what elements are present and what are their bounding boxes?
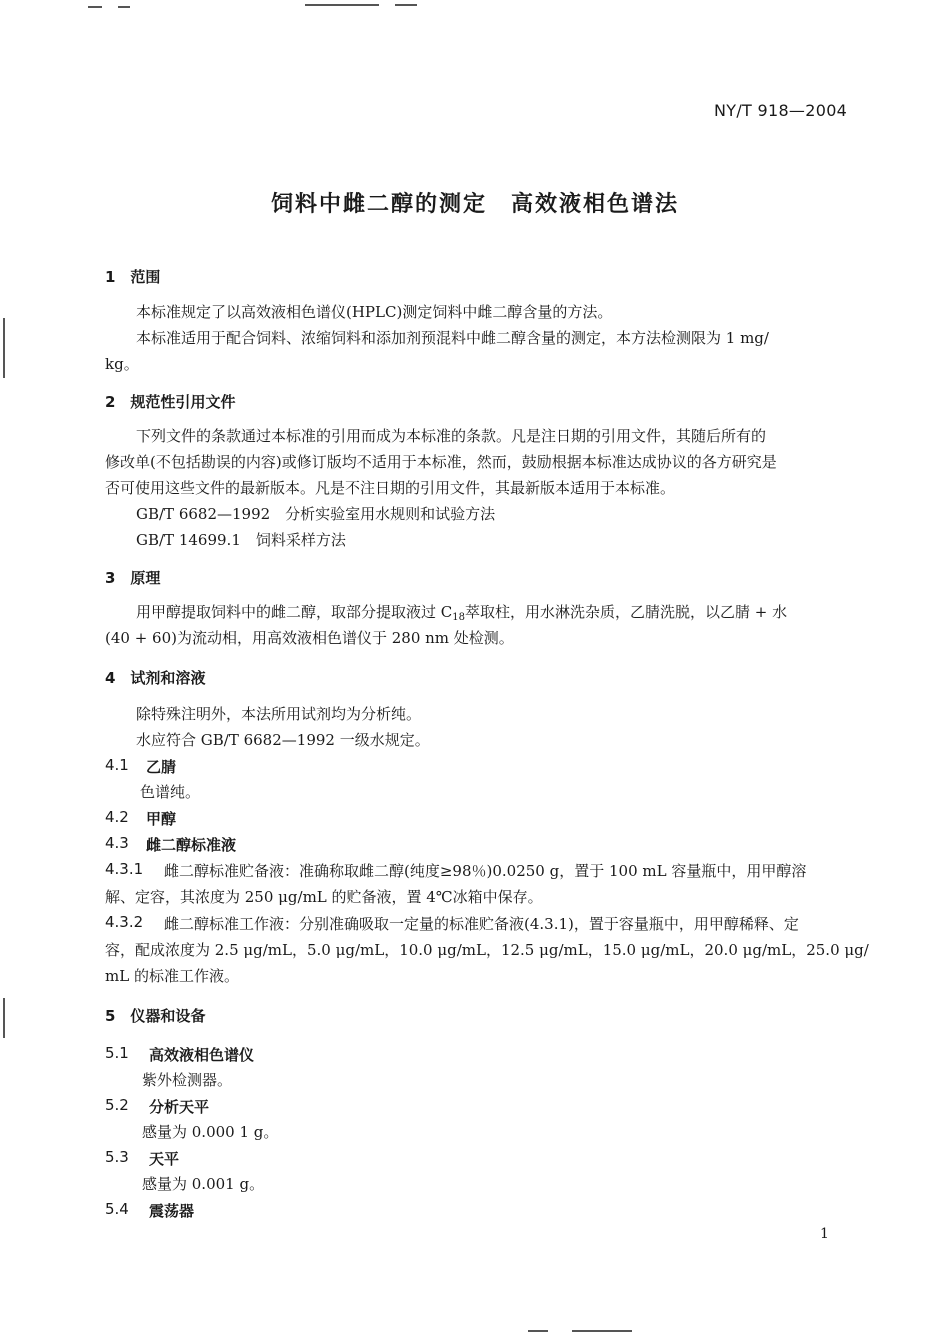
item-5-3-text: 感量为 0.001 g。 — [142, 1175, 265, 1193]
section-3-text-post: 萃取柱，用水淋洗杂质，乙腈洗脱，以乙腈 + 水 — [464, 603, 788, 621]
item-5-1-title: 高效液相色谱仪 — [149, 1046, 255, 1064]
item-4-3-2-text-a: 雌二醇标准工作液：分别准确吸取一定量的标准贮备液(4.3.1)，置于容量瓶中，用甲醇稀释、定 — [164, 915, 799, 933]
item-4-3-1-text-b: 解、定容，其浓度为 250 μg/mL 的贮备液，置 4℃冰箱中保存。 — [105, 888, 543, 906]
section-4-paragraph-1: 除特殊注明外，本法所用试剂均为分析纯。 — [136, 705, 422, 723]
section-3-text-pre: 用甲醇提取饲料中的雌二醇，取部分提取液过 C — [136, 603, 453, 621]
scan-mark-top-1 — [88, 6, 102, 8]
item-4-3-2-text-c: mL 的标准工作液。 — [105, 967, 239, 985]
section-2-paragraph-a: 下列文件的条款通过本标准的引用而成为本标准的条款。凡是注日期的引用文件，其随后所有的 — [136, 427, 767, 445]
section-5-heading: 5 仪器和设备 — [105, 1007, 206, 1025]
item-4-3-1-text-a: 雌二醇标准贮备液：准确称取雌二醇(纯度≥98％)0.0250 g，置于 100 mL 容量瓶中，用甲醇溶 — [164, 862, 807, 880]
section-2-heading: 2 规范性引用文件 — [105, 393, 236, 411]
scan-mark-bottom-2 — [572, 1330, 632, 1332]
item-4-1-title: 乙腈 — [146, 758, 177, 776]
item-5-4-title: 震荡器 — [149, 1202, 195, 1220]
item-5-1-number: 5.1 — [105, 1044, 129, 1062]
section-1-paragraph-1: 本标准规定了以高效液相色谱仪(HPLC)测定饲料中雌二醇含量的方法。 — [136, 303, 613, 321]
section-4-paragraph-2: 水应符合 GB/T 6682—1992 一级水规定。 — [136, 731, 430, 749]
item-4-3-1-number: 4.3.1 — [105, 860, 144, 878]
section-1-paragraph-2b: kg。 — [105, 355, 139, 373]
document-title: 饲料中雌二醇的测定 高效液相色谱法 — [270, 192, 679, 217]
scan-mark-bottom-1 — [528, 1330, 548, 1332]
item-4-1-number: 4.1 — [105, 756, 129, 774]
section-1-paragraph-2a: 本标准适用于配合饲料、浓缩饲料和添加剂预混料中雌二醇含量的测定，本方法检测限为 1 mg/ — [136, 329, 769, 347]
item-4-3-title: 雌二醇标准液 — [146, 836, 237, 854]
section-3-heading: 3 原理 — [105, 569, 161, 587]
section-4-heading: 4 试剂和溶液 — [105, 669, 206, 687]
item-5-2-number: 5.2 — [105, 1096, 129, 1114]
section-2-paragraph-b: 修改单(不包括勘误的内容)或修订版均不适用于本标准，然而，鼓励根据本标准达成协议的各方研究是 — [105, 453, 777, 471]
item-4-3-2-text-b: 容，配成浓度为 2.5 μg/mL，5.0 μg/mL，10.0 μg/mL，12.5 μg/mL，15.0 μg/mL，20.0 μg/mL，25.0 μg/ — [105, 941, 869, 959]
section-2-paragraph-c: 否可使用这些文件的最新版本。凡是不注日期的引用文件，其最新版本适用于本标准。 — [105, 479, 676, 497]
scan-mark-top-2 — [118, 6, 130, 8]
item-4-1-text: 色谱纯。 — [140, 783, 201, 801]
item-5-3-title: 天平 — [149, 1150, 180, 1168]
item-5-2-text: 感量为 0.000 1 g。 — [142, 1123, 279, 1141]
item-4-3-2-number: 4.3.2 — [105, 913, 144, 931]
scan-mark-left-2 — [3, 998, 5, 1038]
item-4-3-number: 4.3 — [105, 834, 129, 852]
c18-subscript: 18 — [452, 612, 465, 623]
scan-mark-left-1 — [3, 318, 5, 378]
item-5-1-text: 紫外检测器。 — [142, 1071, 233, 1089]
section-3-paragraph-a — [136, 601, 787, 623]
page-number: 1 — [820, 1226, 829, 1242]
standard-number: NY/T 918—2004 — [714, 101, 848, 120]
section-1-heading: 1 范围 — [105, 268, 161, 286]
item-4-2-title: 甲醇 — [146, 810, 177, 828]
section-3-paragraph-b: (40 + 60)为流动相，用高效液相色谱仪于 280 nm 处检测。 — [105, 629, 514, 647]
item-5-2-title: 分析天平 — [149, 1098, 210, 1116]
item-4-2-number: 4.2 — [105, 808, 129, 826]
reference-gbt-14699: GB/T 14699.1 饲料采样方法 — [136, 531, 346, 549]
scan-mark-top-3 — [305, 4, 379, 6]
scan-mark-top-4 — [395, 4, 417, 6]
reference-gbt-6682: GB/T 6682—1992 分析实验室用水规则和试验方法 — [136, 505, 496, 523]
item-5-4-number: 5.4 — [105, 1200, 129, 1218]
item-5-3-number: 5.3 — [105, 1148, 129, 1166]
